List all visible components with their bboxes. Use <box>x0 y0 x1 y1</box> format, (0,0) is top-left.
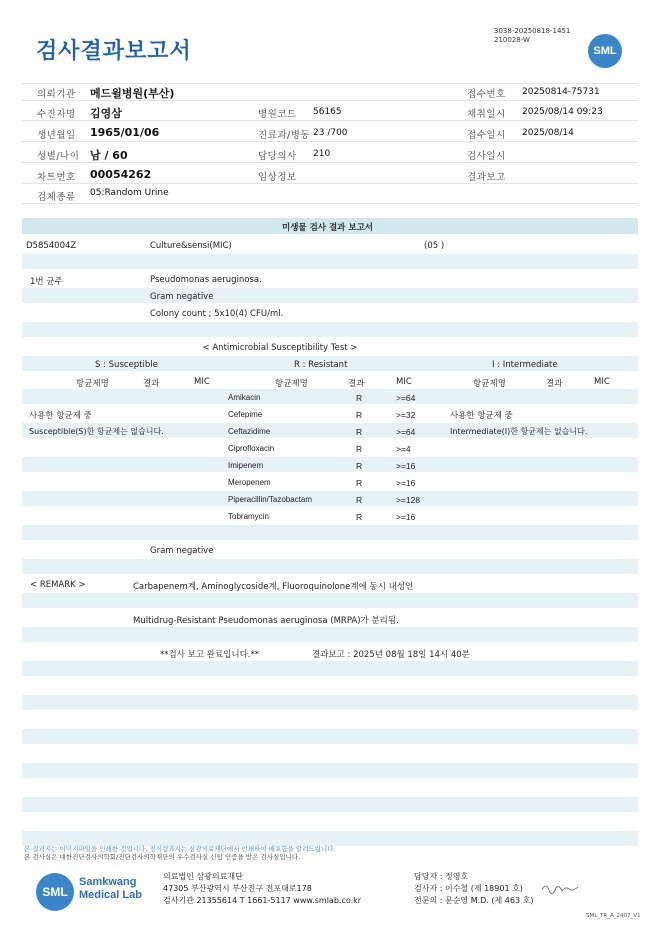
drug-mic: >=128 <box>396 495 421 505</box>
remark-line-1: Carbapenem계, Aminoglycoside계, Fluoroquinolone계에 동시 내성인 <box>133 582 414 592</box>
col-drug-s: 항균제명 <box>76 379 109 389</box>
drug-result: R <box>356 512 363 522</box>
specialist: 전문의 : 문순영 M.D. (제 463 호) <box>414 896 534 905</box>
i-note: Intermediate(I)한 항균제는 없습니다. <box>450 427 588 436</box>
used-note-i: 사용한 항균제 중 <box>450 411 513 421</box>
header-label: 차트번호 <box>37 172 76 183</box>
ast-title: < Antimicrobial Susceptibility Test > <box>202 343 358 353</box>
drug-mic: >=4 <box>396 444 411 454</box>
col-mic-i: MIC <box>594 377 610 387</box>
row-band <box>22 661 638 676</box>
row-band <box>22 491 638 506</box>
drug-mic: >=16 <box>396 461 416 471</box>
drug-result: R <box>356 495 363 505</box>
drug-result: R <box>356 410 363 420</box>
row-band <box>22 559 638 574</box>
header-label: 접수일시 <box>467 130 506 141</box>
header-label: 수진자명 <box>37 109 76 120</box>
signature-image <box>540 880 580 896</box>
header-value: 210 <box>313 149 331 159</box>
header-divider <box>22 183 638 184</box>
drug-mic: >=32 <box>396 410 416 420</box>
row-band <box>22 729 638 744</box>
row-band <box>22 593 638 608</box>
category-susceptible: S : Susceptible <box>95 360 158 370</box>
header-value: 20250814-75731 <box>522 87 600 97</box>
document-id: 3038-20250818-1451 210028-W <box>494 27 571 44</box>
header-value: 메드윌병원(부산) <box>90 87 175 100</box>
drug-mic: >=16 <box>396 512 416 522</box>
header-value: 1965/01/06 <box>90 126 160 139</box>
drug-result: R <box>356 427 363 437</box>
drug-name: Piperacillin/Tazobactam <box>228 495 313 504</box>
header-divider <box>22 83 638 84</box>
header-label: 검체종류 <box>37 192 76 203</box>
drug-mic: >=64 <box>396 393 416 403</box>
header-value: 남 / 60 <box>90 149 128 162</box>
row-band <box>22 627 638 642</box>
tester: 검사자 : 이수철 (제 18901 호) <box>414 884 523 893</box>
header-label: 생년월일 <box>37 130 76 141</box>
gram-stain-2: Gram negative <box>150 546 214 556</box>
image-notice: 본 결과지는 이미지파일을 인쇄한 것입니다. 정식결과지는 삼광의료재단에서 인쇄하여 배포함을 알려드립니다. <box>24 845 336 853</box>
col-result-r: 결과 <box>348 379 365 389</box>
test-code: D5854004Z <box>26 241 77 251</box>
completion-note: **검사 보고 완료입니다.** <box>160 650 260 660</box>
row-band <box>22 763 638 778</box>
header-value: 23 /700 <box>313 128 348 138</box>
organism-label: 1번 균주 <box>30 277 63 287</box>
row-band <box>22 322 638 337</box>
drug-name: Ceftazidime <box>228 427 271 436</box>
lab-logo-text: Samkwang Medical Lab <box>79 876 142 901</box>
row-band <box>22 254 638 269</box>
s-note: Susceptible(S)한 항균제는 없습니다. <box>29 427 164 436</box>
test-suffix: (05 ) <box>424 241 445 251</box>
col-mic-s: MIC <box>194 377 210 387</box>
org-address: 47305 부산광역시 부산진구 전포대로178 <box>163 884 312 893</box>
drug-mic: >=64 <box>396 427 416 437</box>
gram-stain: Gram negative <box>150 292 214 302</box>
col-mic-r: MIC <box>396 377 412 387</box>
drug-name: Meropenem <box>228 478 271 487</box>
header-label: 성별/나이 <box>37 151 80 162</box>
section-title: 미생물 검사 결과 보고서 <box>282 223 373 233</box>
header-label: 병원코드 <box>258 109 297 120</box>
header-divider <box>22 203 638 204</box>
row-band <box>22 389 638 404</box>
report-time: 결과보고 : 2025년 08월 18일 14시 40분 <box>312 650 470 660</box>
sml-logo-footer: SML <box>36 873 74 911</box>
drug-result: R <box>356 393 363 403</box>
row-band <box>22 797 638 812</box>
header-label: 결과보고 <box>467 172 506 183</box>
drug-name: Amikacin <box>228 393 261 402</box>
org-contact: 검사기관 21355614 T 1661-5117 www.smlab.co.kr <box>163 896 362 905</box>
drug-name: Cefepime <box>228 410 263 419</box>
form-version: SML_TR_A_2407_V1 <box>586 913 641 919</box>
header-label: 접수번호 <box>467 89 506 100</box>
row-band <box>22 695 638 710</box>
header-value: 2025/08/14 09:23 <box>522 107 603 117</box>
organism-name: Pseudomonas aeruginosa. <box>150 275 262 285</box>
drug-result: R <box>356 478 363 488</box>
category-resistant: R : Resistant <box>294 360 348 370</box>
drug-name: Tobramycin <box>228 512 269 521</box>
col-result-i: 결과 <box>546 379 563 389</box>
remark-line-2: Multidrug-Resistant Pseudomonas aeruginosa (MRPA)가 분리됨. <box>133 616 399 626</box>
col-drug-r: 항균제명 <box>275 379 308 389</box>
sml-logo: SML <box>588 34 622 68</box>
row-band <box>22 288 638 303</box>
col-drug-i: 항균제명 <box>473 379 506 389</box>
header-value: 김영삼 <box>90 107 122 120</box>
used-note-s: 사용한 항균제 중 <box>29 411 92 421</box>
header-label: 검사일시 <box>467 151 506 162</box>
header-value: 05:Random Urine <box>90 188 169 198</box>
drug-result: R <box>356 461 363 471</box>
row-band <box>22 525 638 540</box>
header-divider <box>22 141 638 142</box>
remark-label: < REMARK > <box>30 580 86 590</box>
drug-result: R <box>356 444 363 454</box>
drug-name: Ciprofloxacin <box>228 444 275 453</box>
drug-mic: >=16 <box>396 478 416 488</box>
drug-name: Imipenem <box>228 461 264 470</box>
manager: 담당자 : 정영호 <box>414 872 469 881</box>
report-title: 검사결과보고서 <box>36 39 192 64</box>
header-value: 56165 <box>313 107 342 117</box>
header-label: 의뢰기관 <box>37 89 76 100</box>
row-band <box>22 457 638 472</box>
header-label: 채취일시 <box>467 109 506 120</box>
header-label: 담당의사 <box>258 151 297 162</box>
org-name: 의료법인 삼광의료재단 <box>163 872 243 881</box>
col-result-s: 결과 <box>143 379 160 389</box>
header-label: 임상정보 <box>258 172 297 183</box>
accreditation-notice: 본 검사실은 대한진단검사의학회/진단검사의학재단의 우수검사실 신임 인증을 받은 검사실입니다. <box>24 853 301 861</box>
header-value: 00054262 <box>90 168 152 181</box>
header-label: 진료과/병동 <box>258 130 311 141</box>
test-name: Culture&sensi(MIC) <box>150 241 232 251</box>
colony-count: Colony count ; 5x10(4) CFU/ml. <box>150 309 284 319</box>
category-intermediate: I : Intermediate <box>492 360 558 370</box>
header-value: 2025/08/14 <box>522 128 574 138</box>
